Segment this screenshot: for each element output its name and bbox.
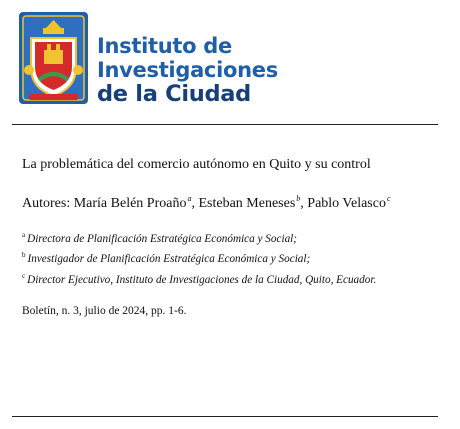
affiliation-c-mark: c [22, 272, 26, 280]
author-2-mark: b [296, 194, 301, 203]
author-3-mark: c [386, 194, 391, 203]
author-1-name: María Belén Proaño [73, 196, 187, 211]
logo-line-3: de la Ciudad [97, 81, 251, 107]
institute-logo [17, 10, 277, 106]
affiliation-c [22, 272, 376, 286]
affiliation-b-mark: b [22, 251, 26, 259]
header-divider [12, 124, 438, 125]
logo-line-1: Instituto de [97, 34, 232, 58]
logo-wordmark [97, 34, 278, 106]
quito-coat-of-arms-icon [17, 10, 90, 106]
author-1-sep: , [191, 196, 195, 211]
logo-line-2: Investigaciones [97, 58, 278, 82]
affiliation-b [22, 251, 310, 265]
author-1-mark: a [187, 194, 192, 203]
document-title: La problemática del comercio autónomo en Quito y su control [22, 157, 371, 172]
affiliation-a-text: Directora de Planificación Estratégica Económica y Social; [27, 233, 297, 245]
affiliation-c-text: Director Ejecutivo, Instituto de Investigaciones de la Ciudad, Quito, Ecuador. [27, 274, 377, 286]
authors-line [22, 194, 391, 212]
citation-line: Boletín, n. 3, julio de 2024, pp. 1-6. [22, 305, 187, 317]
affiliation-a [22, 231, 297, 245]
authors-label: Autores: [22, 196, 71, 211]
author-2-name: Esteban Meneses [198, 196, 296, 211]
affiliation-a-mark: a [22, 231, 26, 239]
affiliation-b-text: Investigador de Planificación Estratégica Económica y Social; [27, 253, 311, 265]
footer-divider [12, 416, 438, 417]
author-2-sep: , [300, 196, 304, 211]
author-3-name: Pablo Velasco [307, 196, 386, 211]
